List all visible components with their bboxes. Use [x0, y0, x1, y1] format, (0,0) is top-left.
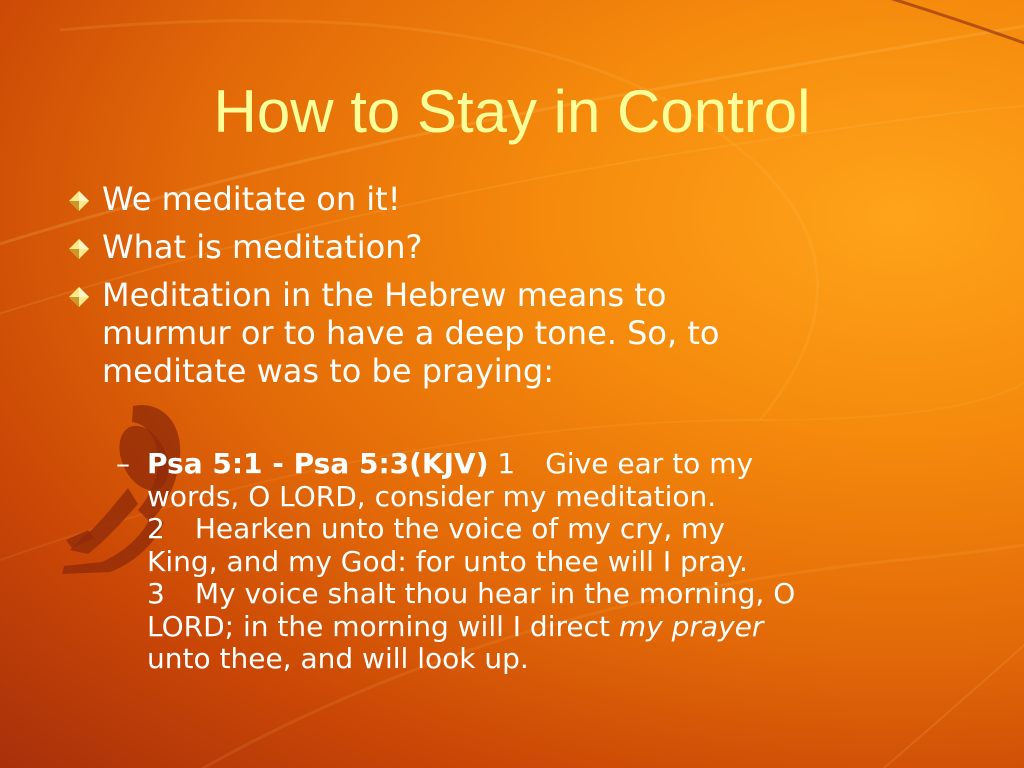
verse-number: 2 — [147, 512, 165, 545]
verse-text: My voice shalt thou hear in the morning, O — [194, 577, 796, 610]
scripture-line: words, O LORD, consider my meditation. — [147, 479, 717, 513]
bullet-text: We meditate on it! — [102, 180, 401, 218]
scripture-sub-bullet — [116, 448, 976, 676]
verse-number: 1 — [497, 447, 516, 480]
sub-bullet-dash: – — [116, 447, 130, 480]
scripture-line — [147, 611, 976, 644]
scripture-line: unto thee, and will look up. — [147, 642, 529, 675]
scripture-reference: Psa 5:1 - Psa 5:3(KJV) — [147, 447, 489, 480]
bullet-text-line: Meditation in the Hebrew means to — [102, 276, 667, 314]
bullet-text: What is meditation? — [102, 228, 423, 266]
bullet-text-line: meditate was to be praying: — [102, 352, 554, 390]
verse-text: LORD; in the morning will I direct — [147, 609, 610, 643]
slide-title: How to Stay in Control — [213, 78, 811, 145]
scripture-text — [147, 448, 976, 676]
scripture-line: King, and my God: for unto thee will I pray. — [147, 544, 748, 578]
verse-number: 3 — [147, 577, 165, 610]
bullet-text-line: murmur or to have a deep tone. So, to — [102, 314, 720, 352]
diamond-bullet-icon — [68, 238, 90, 260]
bullet-item — [64, 228, 964, 266]
scripture-line — [147, 513, 976, 546]
verse-text: Give ear to my — [545, 447, 754, 480]
bullet-item — [64, 180, 964, 218]
scripture-line — [147, 448, 976, 481]
italic-phrase: my prayer — [618, 609, 764, 643]
bullet-list — [64, 180, 964, 400]
diamond-bullet-icon — [68, 190, 90, 212]
diamond-bullet-icon — [68, 286, 90, 308]
verse-text: Hearken unto the voice of my cry, my — [194, 512, 725, 545]
scripture-line — [147, 578, 976, 611]
bullet-item — [64, 276, 964, 390]
